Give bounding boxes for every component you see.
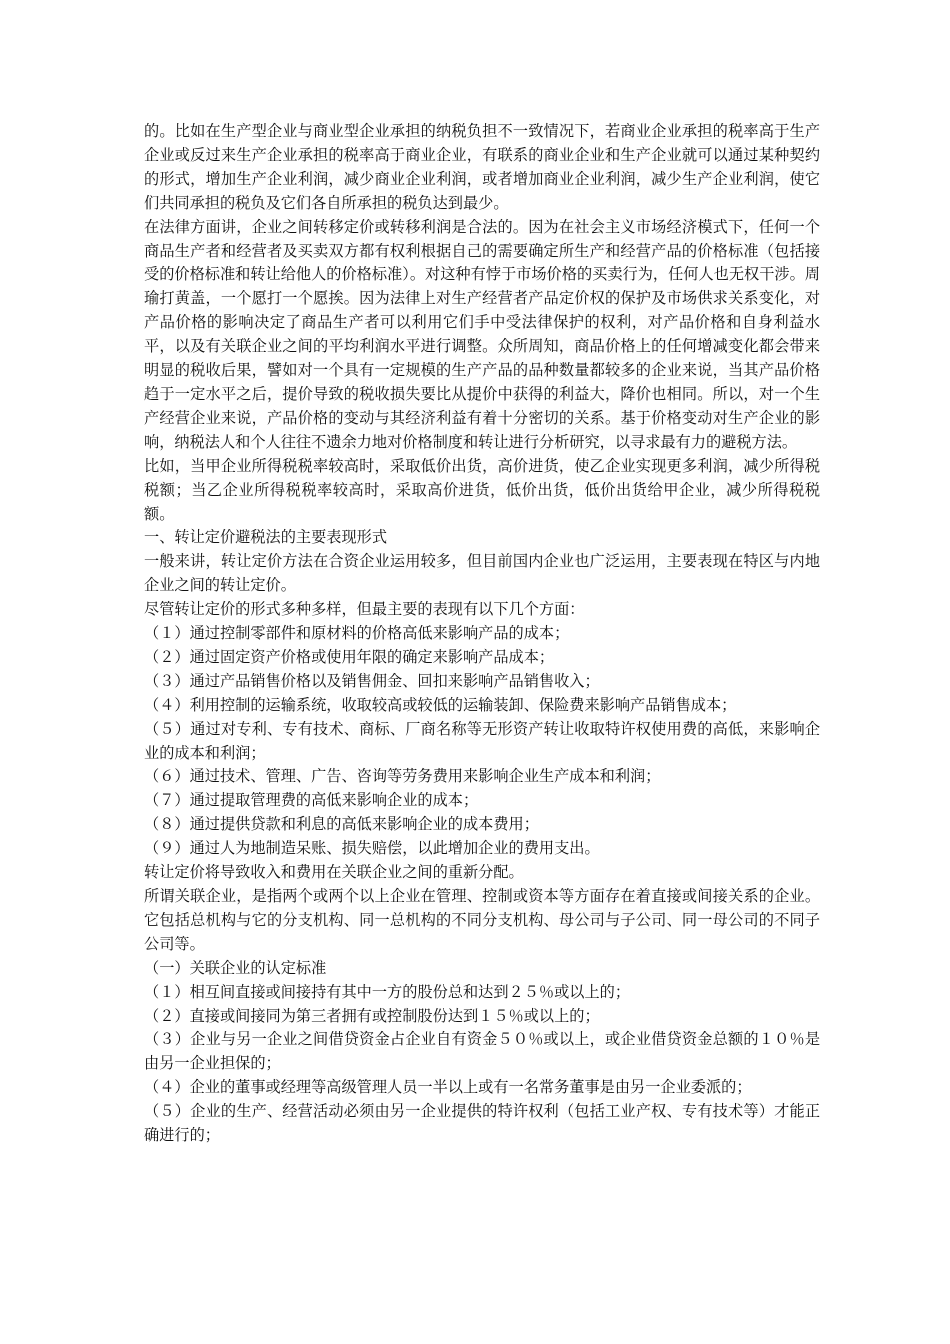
list-item: （２）通过固定资产价格或使用年限的确定来影响产品成本； [144,647,555,666]
list-item: （９）通过人为地制造呆账、损失赔偿，以此增加企业的费用支出。 [144,839,600,858]
list-item: （７）通过提取管理费的高低来影响企业的成本； [144,791,479,810]
list-item: （３）企业与另一企业之间借贷资金占企业自有资金５０％或以上，或企业借贷资金总额的１０％是由另一企业担保的； [144,1030,820,1073]
section-heading: 一、转让定价避税法的主要表现形式 [144,528,387,547]
paragraph: 在法律方面讲，企业之间转移定价或转移利润是合法的。因为在社会主义市场经济模式下，任何一个商品生产者和经营者及买卖双方都有权利根据自己的需要确定所生产和经营产品的价格标准（包括接受的价格标准和转让给他人的价格标准）。对这种有悖于市场价格的买卖行为，任何人也无权干涉。周瑜打黄盖，一个愿打一个愿挨。因为法律上对生产经营者产品定价权的保护及市场供求关系变化，对产品价格的影响决定了商品生产者可以利用它们手中受法律保护的权利，对产品价格和自身利益水平，以及有关联企业之间的平均利润水平进行调整。众所周知，商品价格上的任何增减变化都会带来明显的税收后果，譬如对一个具有一定规模的生产产品的品种数量都较多的企业来说，当其产品价格趋于一定水平之后，提价导致的税收损失要比从提价中获得的利益大，降价也相同。所以，对一个生产经营企业来说，产品价格的变动与其经济利益有着十分密切的关系。基于价格变动对生产企业的影响，纳税法人和个人往往不遗余力地对价格制度和转让进行分析研究，以寻求最有力的避税方法。 [144,217,820,451]
paragraph: 转让定价将导致收入和费用在关联企业之间的重新分配。 [144,863,524,882]
paragraph: 所谓关联企业，是指两个或两个以上企业在管理、控制或资本等方面存在着直接或间接关系的企业。它包括总机构与它的分支机构、同一总机构的不同分支机构、母公司与子公司、同一母公司的不同子公司等。 [144,887,820,953]
list-item: （１）相互间直接或间接持有其中一方的股份总和达到２５％或以上的； [144,982,630,1001]
list-item: （４）企业的董事或经理等高级管理人员一半以上或有一名常务董事是由另一企业委派的； [144,1078,752,1097]
paragraph: 的。比如在生产型企业与商业型企业承担的纳税负担不一致情况下，若商业企业承担的税率高于生产企业或反过来生产企业承担的税率高于商业企业，有联系的商业企业和生产企业就可以通过某种契约的形式，增加生产企业利润，减少商业企业利润，或者增加商业企业利润，减少生产企业利润，使它们共同承担的税负及它们各自所承担的税负达到最少。 [144,122,820,212]
list-item: （３）通过产品销售价格以及销售佣金、回扣来影响产品销售收入； [144,671,600,690]
list-item: （５）企业的生产、经营活动必须由另一企业提供的特许权利（包括工业产权、专有技术等）才能正确进行的； [144,1102,820,1145]
paragraph: 比如，当甲企业所得税税率较高时，采取低价出货，高价进货，使乙企业实现更多利润，减少所得税税额；当乙企业所得税税率较高时，采取高价进货，低价出货，低价出货给甲企业，减少所得税税额。 [144,456,820,523]
list-item: （１）通过控制零部件和原材料的价格高低来影响产品的成本； [144,624,570,643]
list-item: （６）通过技术、管理、广告、咨询等劳务费用来影响企业生产成本和利润； [144,767,661,786]
list-item: （８）通过提供贷款和利息的高低来影响企业的成本费用； [144,815,539,834]
paragraph: 尽管转让定价的形式多种多样，但最主要的表现有以下几个方面： [144,600,585,619]
list-item: （４）利用控制的运输系统，收取较高或较低的运输装卸、保险费来影响产品销售成本； [144,695,737,714]
list-item: （２）直接或间接同为第三者拥有或控制股份达到１５％或以上的； [144,1006,600,1025]
list-item: （５）通过对专利、专有技术、商标、厂商名称等无形资产转让收取特许权使用费的高低，来影响企业的成本和利润； [144,719,820,762]
document-body [144,120,820,1148]
paragraph: 一般来讲，转让定价方法在合资企业运用较多，但目前国内企业也广泛运用，主要表现在特区与内地企业之间的转让定价。 [144,552,820,595]
subsection-heading: （一）关联企业的认定标准 [144,958,327,977]
